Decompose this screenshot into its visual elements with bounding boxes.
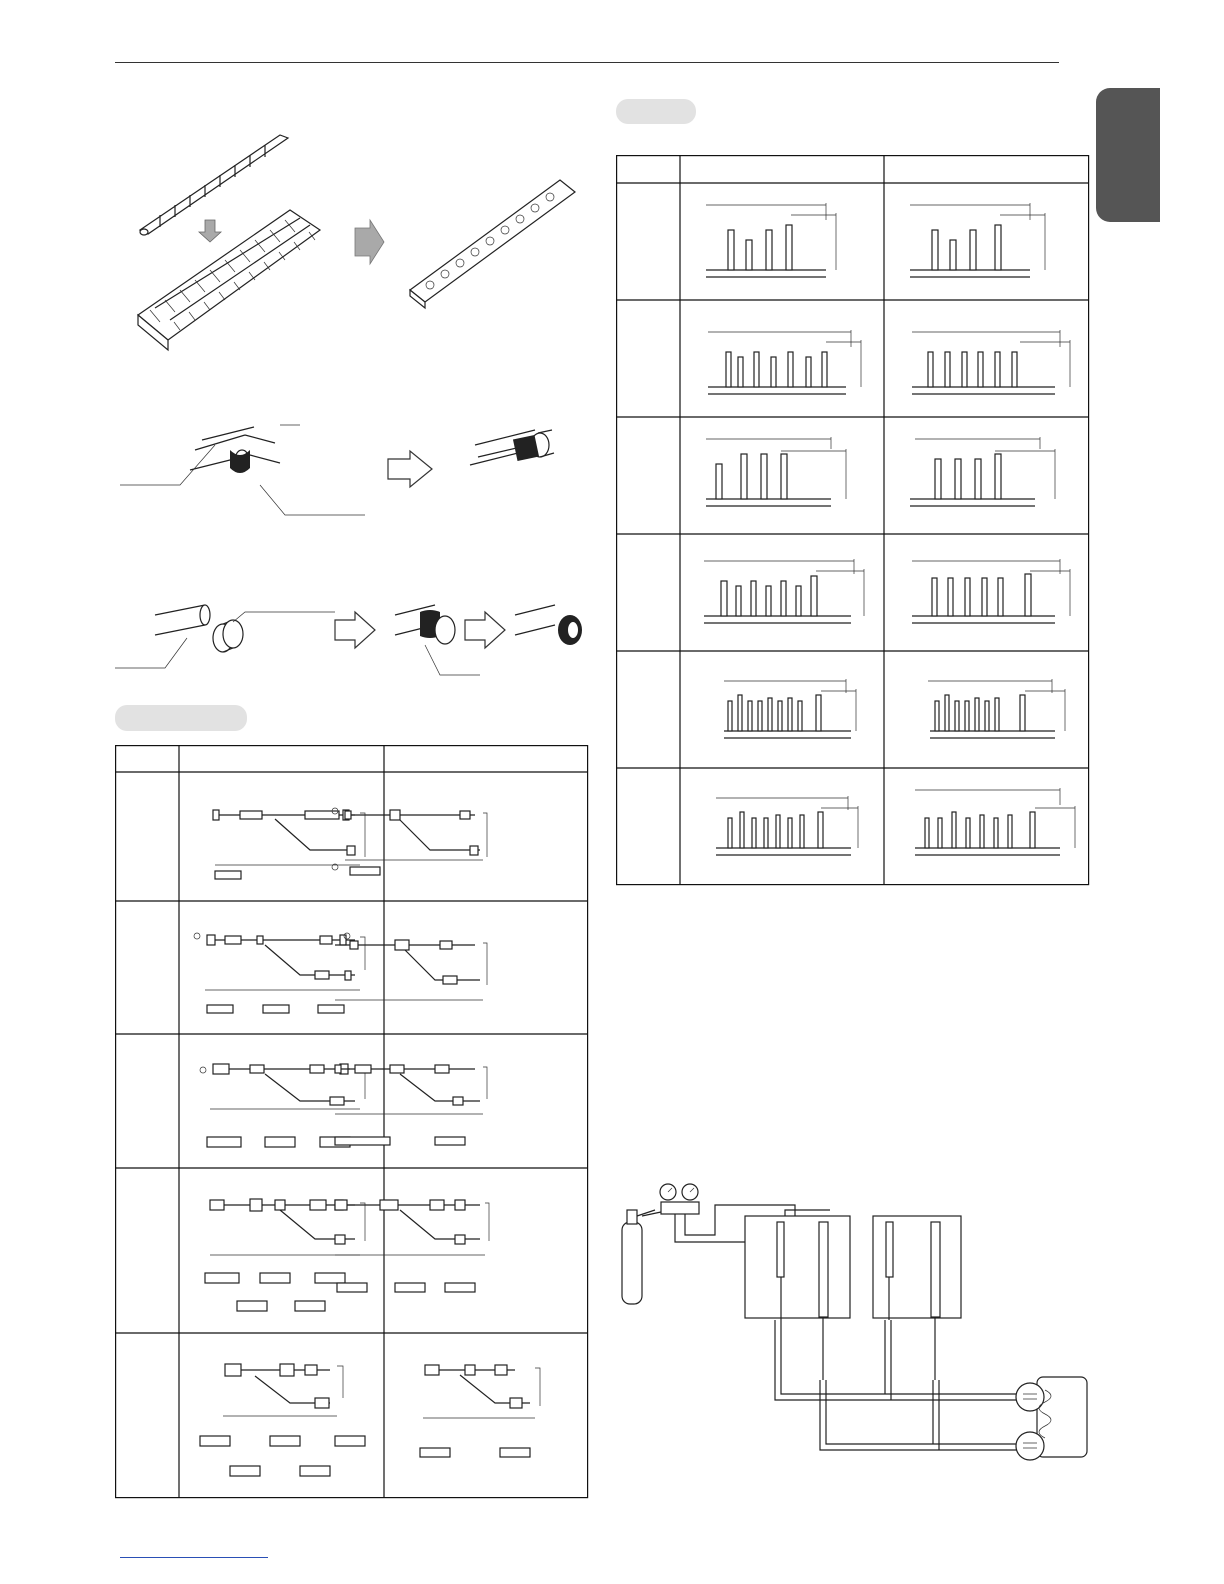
right-arrow-icon xyxy=(355,220,384,264)
section-pill-left xyxy=(115,705,247,731)
header-pipe-table xyxy=(616,155,1090,887)
tape-wrapping-figure xyxy=(120,415,590,525)
closed-insulation-cover xyxy=(410,180,575,308)
header-rule xyxy=(115,62,1059,63)
y-branch-row-2 xyxy=(194,933,487,1013)
y-branch-row-5 xyxy=(200,1364,540,1476)
leak-test-schematic xyxy=(615,1180,1095,1465)
header-row-1 xyxy=(706,203,1045,277)
cylinder-icon xyxy=(622,1210,655,1304)
y-branch-row-4 xyxy=(205,1199,489,1311)
end-cap-figure xyxy=(115,600,595,680)
header-row-4 xyxy=(704,559,1070,623)
language-side-tab[interactable] xyxy=(1096,88,1160,222)
header-row-5 xyxy=(724,679,1065,738)
gauge-icon xyxy=(660,1184,699,1214)
down-arrow-icon xyxy=(199,220,221,242)
open-insulation-cover xyxy=(138,210,320,350)
footer-link[interactable] xyxy=(120,1557,268,1558)
right-arrow-outline-icon xyxy=(388,451,432,487)
insulation-fitting-figure xyxy=(120,110,590,370)
header-row-3 xyxy=(706,437,1055,506)
y-branch-row-1 xyxy=(213,808,487,879)
header-row-2 xyxy=(708,330,1070,394)
header-row-6 xyxy=(716,788,1075,855)
y-branch-row-3 xyxy=(200,1064,487,1147)
y-branch-table xyxy=(115,745,589,1500)
section-pill-right xyxy=(616,99,696,124)
